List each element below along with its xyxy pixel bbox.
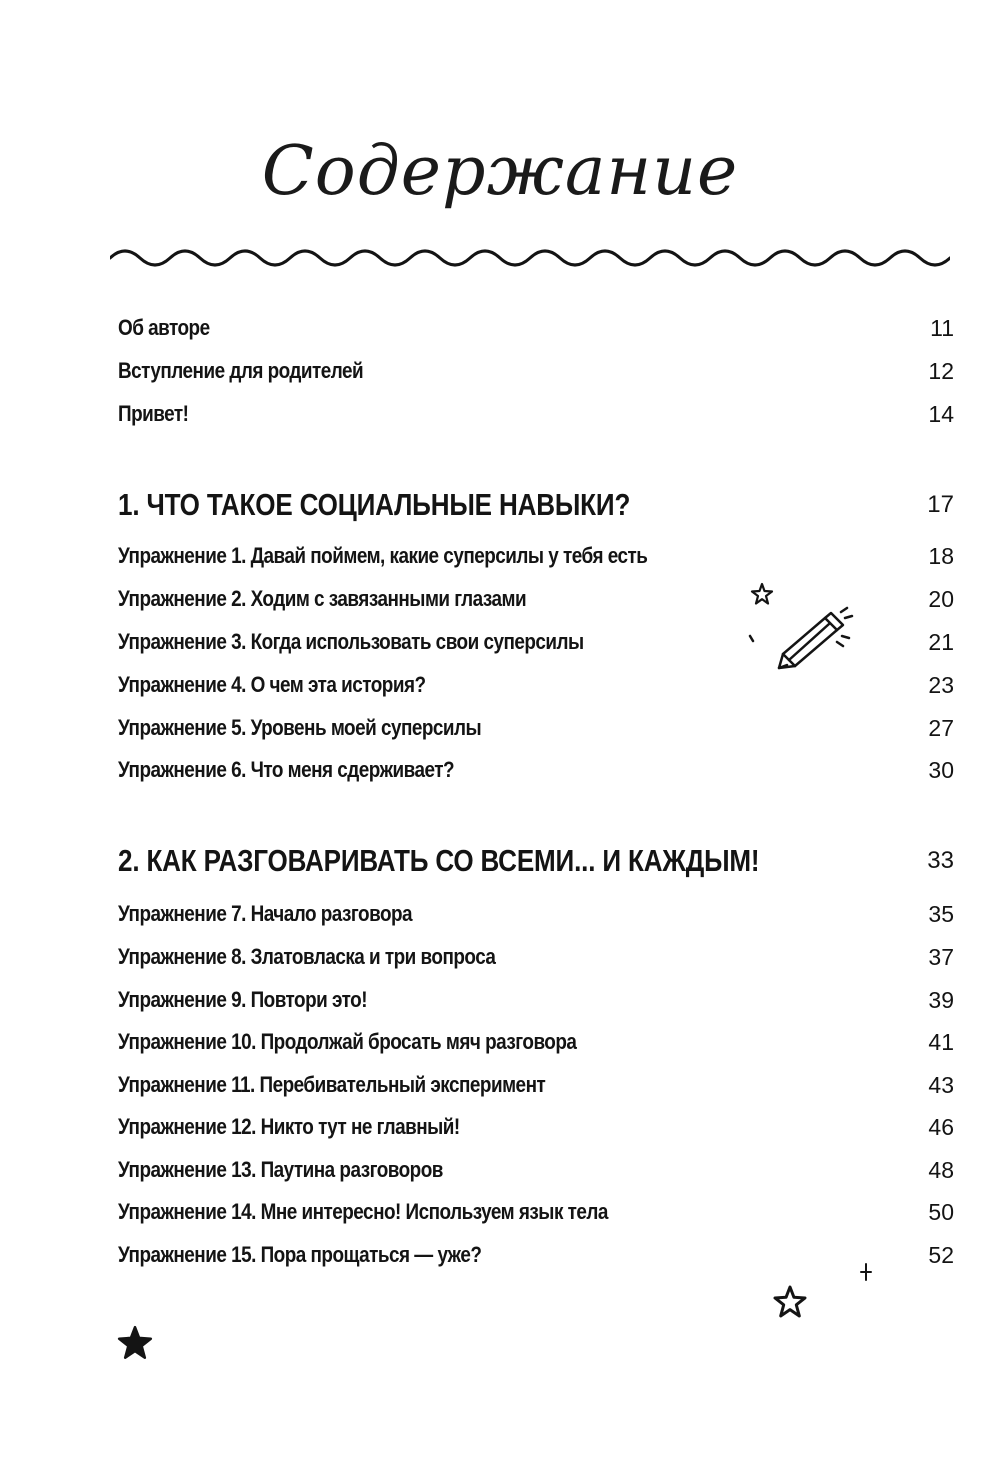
toc-exercise-10[interactable]: [118, 1025, 954, 1059]
toc-entry-about-author[interactable]: [118, 311, 954, 345]
page-title: Содержание: [261, 132, 739, 211]
toc-entry-label: Упражнение 10. Продолжай бросать мяч разговора: [118, 1029, 577, 1054]
toc-entry-label: Упражнение 4. О чем эта история?: [118, 672, 426, 697]
toc-exercise-8[interactable]: [118, 940, 954, 974]
pencil-icon: [745, 606, 855, 676]
toc-exercise-6[interactable]: [118, 753, 954, 787]
toc-entry-label: Упражнение 2. Ходим с завязанными глазами: [118, 586, 527, 611]
chapter-heading: 2. КАК РАЗГОВАРИВАТЬ СО ВСЕМИ... И КАЖДЫМ!: [118, 843, 760, 878]
small-star-icon: [750, 582, 774, 606]
toc-chapter-2[interactable]: [118, 840, 954, 882]
chapter-page: 17: [927, 491, 954, 518]
toc-entry-label: Упражнение 7. Начало разговора: [118, 901, 413, 926]
toc-exercise-11[interactable]: [118, 1068, 954, 1102]
toc-entry-label: Об авторе: [118, 315, 210, 340]
toc-entry-page: 30: [928, 756, 954, 783]
toc-entry-page: 41: [928, 1028, 954, 1055]
toc-entry-page: 20: [928, 585, 954, 612]
toc-exercise-12[interactable]: [118, 1110, 954, 1144]
filled-star-icon: [116, 1324, 154, 1362]
toc-entry-page: 23: [928, 671, 954, 698]
toc-entry-page: 14: [928, 400, 954, 427]
outline-star-icon: [772, 1284, 808, 1320]
toc-entry-label: Упражнение 6. Что меня сдерживает?: [118, 757, 455, 782]
toc-entry-label: Упражнение 1. Давай поймем, какие суперсилы у тебя есть: [118, 543, 648, 568]
toc-entry-label: Упражнение 12. Никто тут не главный!: [118, 1114, 460, 1139]
chapter-heading: 1. ЧТО ТАКОЕ СОЦИАЛЬНЫЕ НАВЫКИ?: [118, 487, 631, 522]
toc-entry-page: 27: [928, 714, 954, 741]
wavy-divider: [110, 240, 950, 270]
toc-entry-page: 11: [930, 314, 954, 341]
toc-entry-page: 43: [928, 1071, 954, 1098]
toc-entry-page: 48: [928, 1156, 954, 1183]
toc-entry-page: 37: [928, 943, 954, 970]
toc-entry-label: Вступление для родителей: [118, 358, 364, 383]
toc-entry-parents-intro[interactable]: [118, 354, 954, 388]
toc-entry-label: Упражнение 11. Перебивательный эксперимент: [118, 1072, 546, 1097]
toc-exercise-7[interactable]: [118, 897, 954, 931]
toc-exercise-13[interactable]: [118, 1153, 954, 1187]
toc-exercise-15[interactable]: [118, 1238, 954, 1272]
toc-exercise-14[interactable]: [118, 1195, 954, 1229]
toc-entry-label: Упражнение 15. Пора прощаться — уже?: [118, 1242, 482, 1267]
toc-entry-page: 46: [928, 1113, 954, 1140]
toc-chapter-1[interactable]: [118, 484, 954, 526]
toc-entry-page: 21: [928, 628, 954, 655]
toc-entry-page: 52: [928, 1241, 954, 1268]
toc-entry-page: 18: [928, 542, 954, 569]
toc-exercise-5[interactable]: [118, 711, 954, 745]
toc-entry-label: Упражнение 9. Повтори это!: [118, 987, 368, 1012]
toc-entry-label: Упражнение 3. Когда использовать свои суперсилы: [118, 629, 584, 654]
toc-entry-label: Упражнение 13. Паутина разговоров: [118, 1157, 443, 1182]
chapter-page: 33: [927, 847, 954, 874]
toc-exercise-1[interactable]: [118, 539, 954, 573]
toc-entry-page: 12: [928, 357, 954, 384]
toc-entry-page: 39: [928, 986, 954, 1013]
toc-entry-label: Упражнение 8. Златовласка и три вопроса: [118, 944, 496, 969]
toc-entry-page: 35: [928, 900, 954, 927]
sparkle-icon: [858, 1262, 874, 1282]
toc-entry-page: 50: [928, 1198, 954, 1225]
toc-entry-label: Привет!: [118, 401, 189, 426]
toc-entry-label: Упражнение 5. Уровень моей суперсилы: [118, 715, 482, 740]
toc-entry-label: Упражнение 14. Мне интересно! Используем язык тела: [118, 1199, 608, 1224]
toc-entry-hello[interactable]: [118, 397, 954, 431]
toc-exercise-9[interactable]: [118, 983, 954, 1017]
